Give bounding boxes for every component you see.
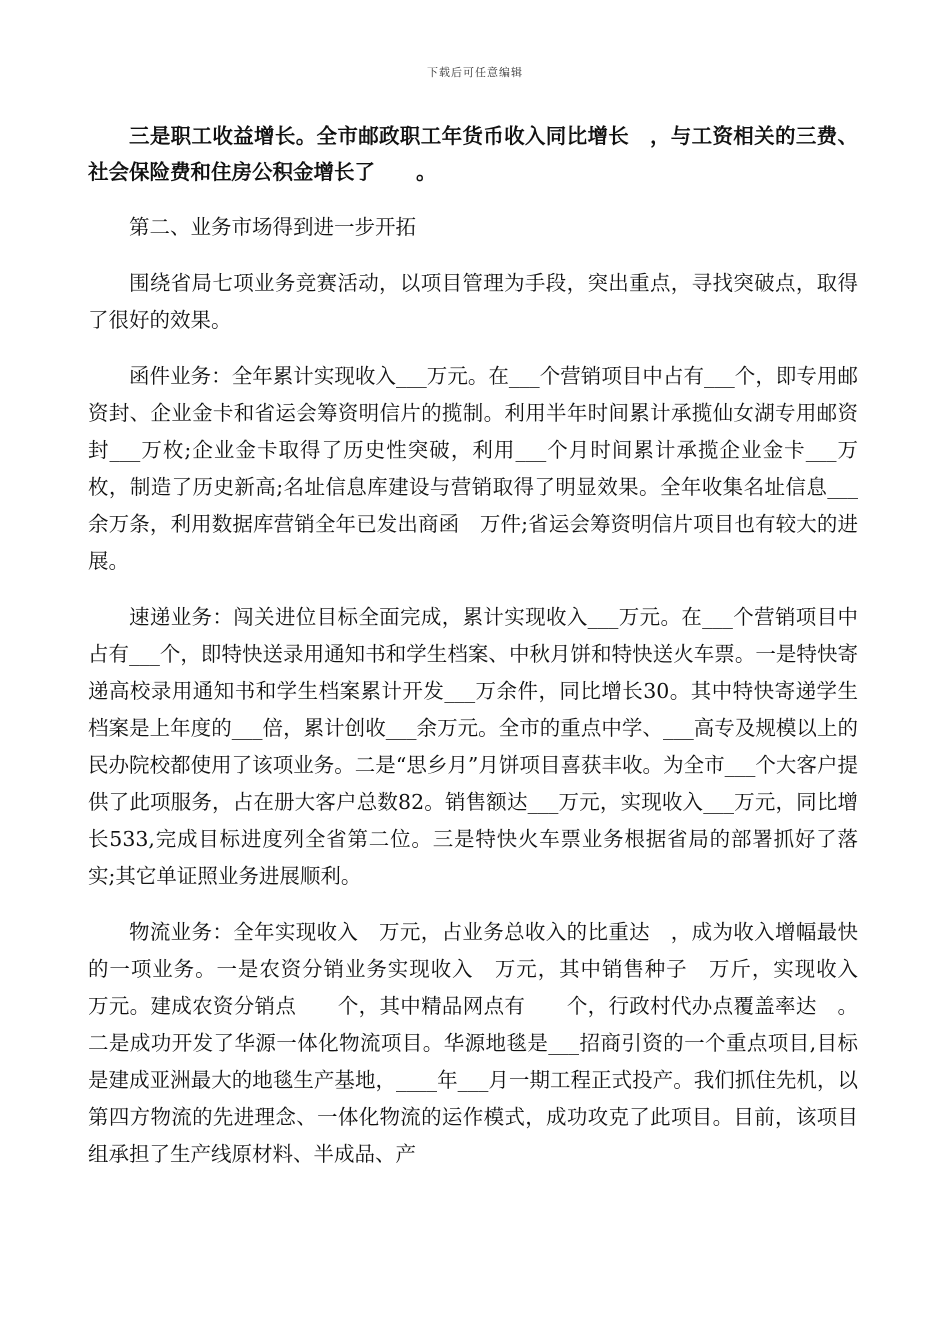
paragraph-logistics-business: 物流业务：全年实现收入 万元，占业务总收入的比重达 ，成为收入增幅最快的一项业务。一是农资分销业务实现收入 万元，其中销售种子 万斤，实现收入 万元。建成农资分销点 个，其中精品网点有 个，行政村代办点覆盖率达 。二是成功开发了华源一体化物流项目。华源地毯是___招商引资的一个重点项目,目标是建成亚洲最大的地毯生产基地，____年___月一期工程正式投产。我们抓住先机，以第四方物流的先进理念、一体化物流的运作模式，成功攻克了此项目。目前，该项目组承担了生产线原材料、半成品、产 (88, 920, 899, 1166)
page-header: 下载后可任意编辑 (427, 66, 523, 79)
section-heading-market: 第二、业务市场得到进一步开拓 (129, 215, 416, 239)
document-body (88, 118, 899, 1173)
paragraph-letter-business: 函件业务：全年累计实现收入___万元。在___个营销项目中占有___个，即专用邮资封、企业金卡和省运会筹资明信片的揽制。利用半年时间累计承揽仙女湖专用邮资封___万枚;企业金卡取得了历史性突破，利用___个月时间累计承揽企业金卡___万枚，制造了历史新高;名址信息库建设与营销取得了明显效果。全年收集名址信息___余万条，利用数据库营销全年已发出商函 万件;省运会筹资明信片项目也有较大的进展。 (88, 364, 858, 573)
paragraph-employee-income: 三是职工收益增长。全市邮政职工年货币收入同比增长 ，与工资相关的三费、社会保险费和住房公积金增长了 。 (88, 124, 858, 184)
paragraph-market-intro: 围绕省局七项业务竞赛活动，以项目管理为手段，突出重点，寻找突破点，取得了很好的效果。 (88, 271, 858, 332)
paragraph-express-business: 速递业务：闯关进位目标全面完成，累计实现收入___万元。在___个营销项目中占有___个，即特快送录用通知书和学生档案、中秋月饼和特快送火车票。一是特快寄递高校录用通知书和学生档案累计开发___万余件，同比增长30。其中特快寄递学生档案是上年度的___倍，累计创收___余万元。全市的重点中学、___高专及规模以上的民办院校都使用了该项业务。二是“思乡月”月饼项目喜获丰收。为全市___个大客户提供了此项服务，占在册大客户总数82。销售额达___万元，实现收入___万元，同比增长533,完成目标进度列全省第二位。三是特快火车票业务根据省局的部署抓好了落实;其它单证照业务进展顺利。 (88, 605, 858, 888)
